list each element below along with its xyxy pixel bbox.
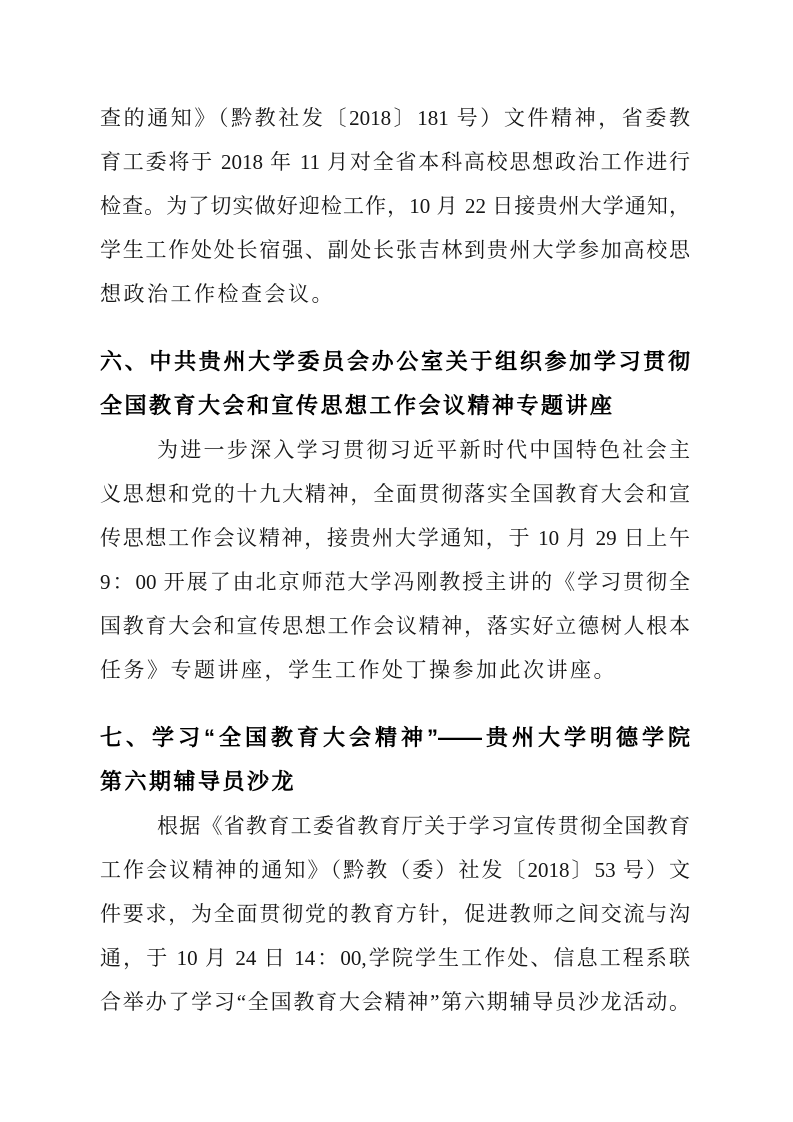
heading-line: 全国教育大会和宣传思想工作会议精神专题讲座 [100, 393, 615, 418]
text-line: 查的通知》（黔教社发〔2018〕181 号）文件精神，省委教 [100, 106, 690, 130]
paragraph-section-seven [100, 804, 690, 1024]
text-line: 通，于 10 月 24 日 14：00,学院学生工作处、信息工程系联 [100, 946, 690, 970]
heading-line: 第六期辅导员沙龙 [100, 769, 297, 794]
heading-line: 七、学习“全国教育大会精神”——贵州大学明德学院 [100, 725, 690, 750]
text-line: 育工委将于 2018 年 11 月对全省本科高校思想政治工作进行 [100, 150, 690, 174]
text-line: 根据《省教育工委省教育厅关于学习宣传贯彻全国教育 [157, 814, 690, 838]
paragraph-section-six [100, 428, 690, 692]
text-line: 国教育大会和宣传思想工作会议精神，落实好立德树人根本 [100, 614, 690, 638]
text-line: 工作会议精神的通知》（黔教（委）社发〔2018〕53 号）文 [100, 858, 690, 882]
text-line: 为进一步深入学习贯彻习近平新时代中国特色社会主 [157, 438, 690, 462]
text-line: 检查。为了切实做好迎检工作，10 月 22 日接贵州大学通知， [100, 194, 690, 218]
text-line: 9：00 开展了由北京师范大学冯刚教授主讲的《学习贯彻全 [100, 570, 690, 594]
text-line: 件要求，为全面贯彻党的教育方针，促进教师之间交流与沟 [100, 902, 690, 926]
text-line: 想政治工作检查会议。 [100, 282, 335, 306]
text-line: 合举办了学习“全国教育大会精神”第六期辅导员沙龙活动。 [100, 990, 690, 1014]
paragraph-continuation [100, 96, 690, 316]
section-heading-seven [100, 716, 690, 804]
text-line: 传思想工作会议精神，接贵州大学通知，于 10 月 29 日上午 [100, 526, 690, 550]
text-line: 学生工作处处长宿强、副处长张吉林到贵州大学参加高校思 [100, 238, 690, 262]
text-line: 任务》专题讲座，学生工作处丁操参加此次讲座。 [100, 658, 617, 682]
section-heading-six [100, 340, 690, 428]
text-line: 义思想和党的十九大精神，全面贯彻落实全国教育大会和宣 [100, 482, 690, 506]
heading-line: 六、中共贵州大学委员会办公室关于组织参加学习贯彻 [100, 349, 690, 374]
